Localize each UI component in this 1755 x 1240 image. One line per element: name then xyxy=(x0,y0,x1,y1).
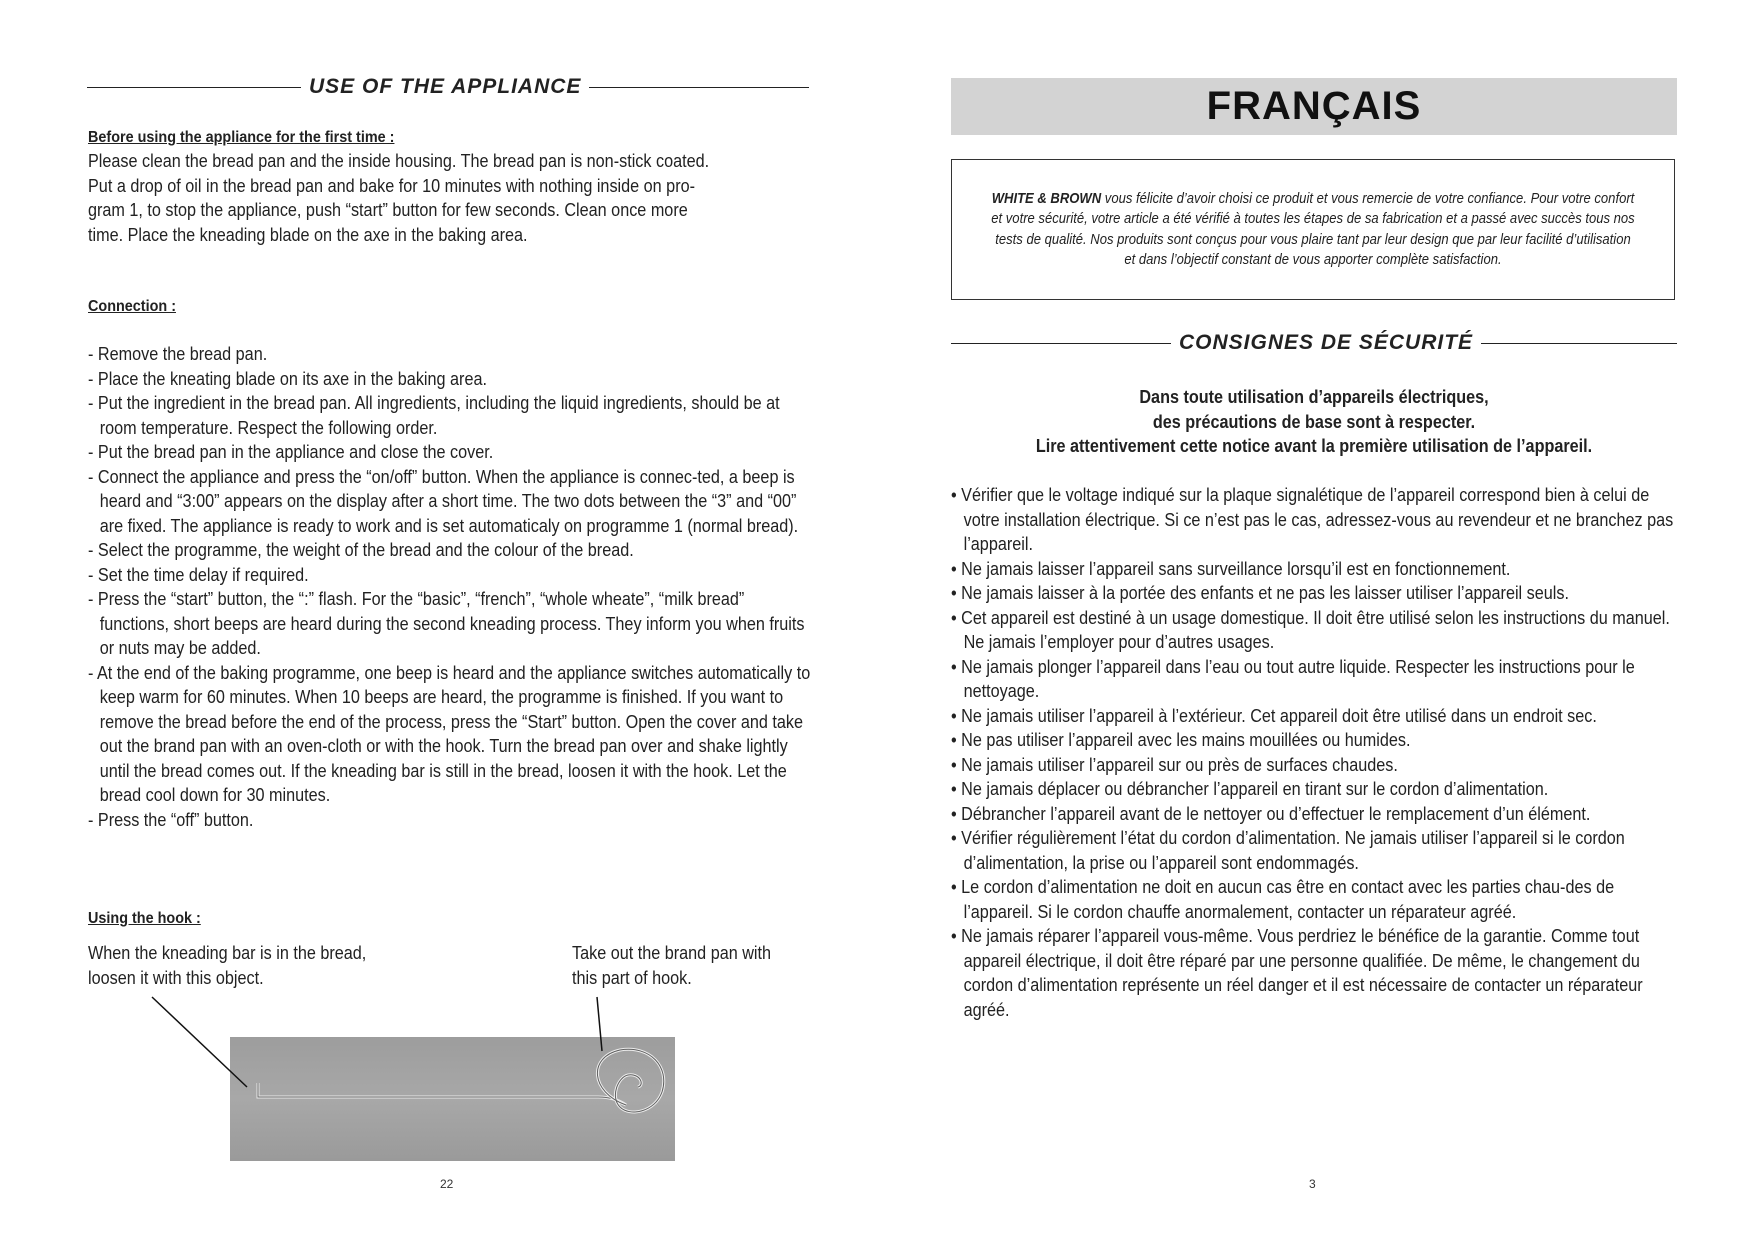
list-item: - Set the time delay if required. xyxy=(88,564,309,585)
heading-rule-left xyxy=(951,343,1171,344)
intro-text xyxy=(988,189,1638,271)
list-item: • Ne jamais réparer l’appareil vous-même. Vous perdriez le bénéfice de la garantie. Comme tout appareil électrique, il doit être réparé par une personne qualifiée. De même, le changement du cordon d’alimentation représente un réel danger et il est nécessaire de contacter un réparateur agréé. xyxy=(951,926,1643,1020)
section-heading-safety xyxy=(951,331,1677,355)
warning-line: Dans toute utilisation d’appareils électriques, xyxy=(1139,387,1489,407)
warning-line: des précautions de base sont à respecter. xyxy=(1152,411,1476,432)
list-item: - Remove the bread pan. xyxy=(88,344,268,364)
list-item: - Put the bread pan in the appliance and close the cover. xyxy=(88,442,494,462)
hook-caption-left: When the kneading bar is in the bread, loosen it with this object. xyxy=(88,943,367,988)
left-page xyxy=(0,0,877,1240)
pointer-lines xyxy=(0,0,877,1240)
list-item: - At the end of the baking programme, one beep is heard and the appliance switches automatically to keep warm for 60 minutes. When 10 beeps are heard, the programme is finished. If you want to remove the bread before the end of the process, press the “Start” button. Open the cover and take out the brand pan with an oven-cloth or with the hook. Turn the bread pan over and shake lightly until the bread comes out. If the kneading bar is still in the bread, loosen it with the hook. Let the bread cool down for 30 minutes. xyxy=(88,662,811,805)
list-item: - Select the programme, the weight of the bread and the colour of the bread. xyxy=(88,540,634,560)
list-item: - Place the kneating blade on its axe in the baking area. xyxy=(88,368,487,389)
list-item: • Ne jamais utiliser l’appareil sur ou près de surfaces chaudes. xyxy=(951,754,1398,775)
list-item: - Connect the appliance and press the “on/off” button. When the appliance is connec-ted, a beep is heard and “3:00” appears on the display after a short time. The two dots between the “3” and “00” are fixed. The appliance is ready to work and is set automaticaly on programme 1 (normal bread). xyxy=(88,466,799,536)
warning-line: Lire attentivement cette notice avant la première utilisation de l’appareil. xyxy=(1035,436,1593,456)
first-use-heading: Before using the appliance for the first time : xyxy=(88,129,395,146)
list-item: • Le cordon d’alimentation ne doit en aucun cas être en contact avec les parties chau-des de l’appareil. Si le cordon chauffe anormalement, contacter un réparateur agréé. xyxy=(951,877,1615,922)
list-item: - Press the “start” button, the “:” flash. For the “basic”, “french”, “whole wheate”, “milk bread” functions, short beeps are heard during the second kneading process. They inform you when fruits or nuts may be added. xyxy=(88,589,805,658)
list-item: • Ne jamais laisser l’appareil sans surveillance lorsqu’il est en fonctionnement. xyxy=(951,558,1511,579)
first-use-line: Please clean the bread pan and the inside housing. The bread pan is non-stick coated. xyxy=(88,151,710,171)
pointer-line-left xyxy=(152,997,247,1087)
heading-rule-right xyxy=(1481,343,1677,344)
language-title: FRANÇAIS xyxy=(1206,84,1422,128)
brand-name: WHITE & BROWN xyxy=(991,190,1102,207)
list-item: • Ne jamais plonger l’appareil dans l’eau ou tout autre liquide. Respecter les instructions pour le nettoyage. xyxy=(951,656,1635,701)
list-item: • Cet appareil est destiné à un usage domestique. Il doit être utilisé selon les instructions du manuel. Ne jamais l’employer pour d’autres usages. xyxy=(951,607,1670,652)
right-page xyxy=(877,0,1755,1240)
hook-caption-right: Take out the brand pan with this part of hook. xyxy=(572,943,772,988)
language-banner xyxy=(951,78,1677,135)
page-number: 22 xyxy=(440,1177,454,1191)
safety-list xyxy=(951,483,1680,1022)
section-title: CONSIGNES DE SÉCURITÉ xyxy=(1179,331,1474,354)
first-use-line: time. Place the kneading blade on the axe in the baking area. xyxy=(88,224,528,245)
safety-warning xyxy=(951,385,1677,459)
list-item: • Ne jamais laisser à la portée des enfants et ne pas les laisser utiliser l’appareil seuls. xyxy=(951,583,1569,603)
list-item: • Ne pas utiliser l’appareil avec les mains mouillées ou humides. xyxy=(951,730,1411,750)
connection-heading: Connection : xyxy=(88,298,176,315)
first-use-line: gram 1, to stop the appliance, push “start” button for few seconds. Clean once more xyxy=(88,200,688,220)
list-item: • Débrancher l’appareil avant de le nettoyer ou d’effectuer le remplacement d’un élément. xyxy=(951,803,1591,824)
pointer-line-right xyxy=(597,997,602,1051)
section-title: USE OF THE APPLIANCE xyxy=(309,75,582,98)
first-use-line: Put a drop of oil in the bread pan and bake for 10 minutes with nothing inside on pro- xyxy=(88,175,695,196)
list-item: • Ne jamais utiliser l’appareil à l’extérieur. Cet appareil doit être utilisé dans un endroit sec. xyxy=(951,705,1597,726)
hook-heading: Using the hook : xyxy=(88,910,201,927)
page-number: 3 xyxy=(1309,1177,1316,1191)
list-item: • Ne jamais déplacer ou débrancher l’appareil en tirant sur le cordon d’alimentation. xyxy=(951,779,1549,799)
list-item: - Press the “off” button. xyxy=(88,809,254,830)
intro-body: vous félicite d’avoir choisi ce produit et vous remercie de votre confiance. Pour votre confort et votre sécurité, votre article a été vérifié à toutes les étapes de sa fabrication et a passé avec succès tous nos tests de qualité. Nos produits sont conçus pour vous plaire tant par leur design que par leur facilité d’utilisation et dans l’objectif constant de vous apporter complète satisfaction. xyxy=(991,190,1635,268)
list-item: - Put the ingredient in the bread pan. All ingredients, including the liquid ingredients, should be at room temperature. Respect the following order. xyxy=(88,393,780,438)
intro-box xyxy=(951,159,1675,300)
list-item: • Vérifier régulièrement l’état du cordon d’alimentation. Ne jamais utiliser l’appareil si le cordon d’alimentation, la prise ou l’appareil sont endommagés. xyxy=(951,828,1625,873)
list-item: • Vérifier que le voltage indiqué sur la plaque signalétique de l’appareil correspond bien à celui de votre installation électrique. Si ce n’est pas le cas, adressez-vous au revendeur et ne branchez pas l’appareil. xyxy=(951,485,1674,554)
